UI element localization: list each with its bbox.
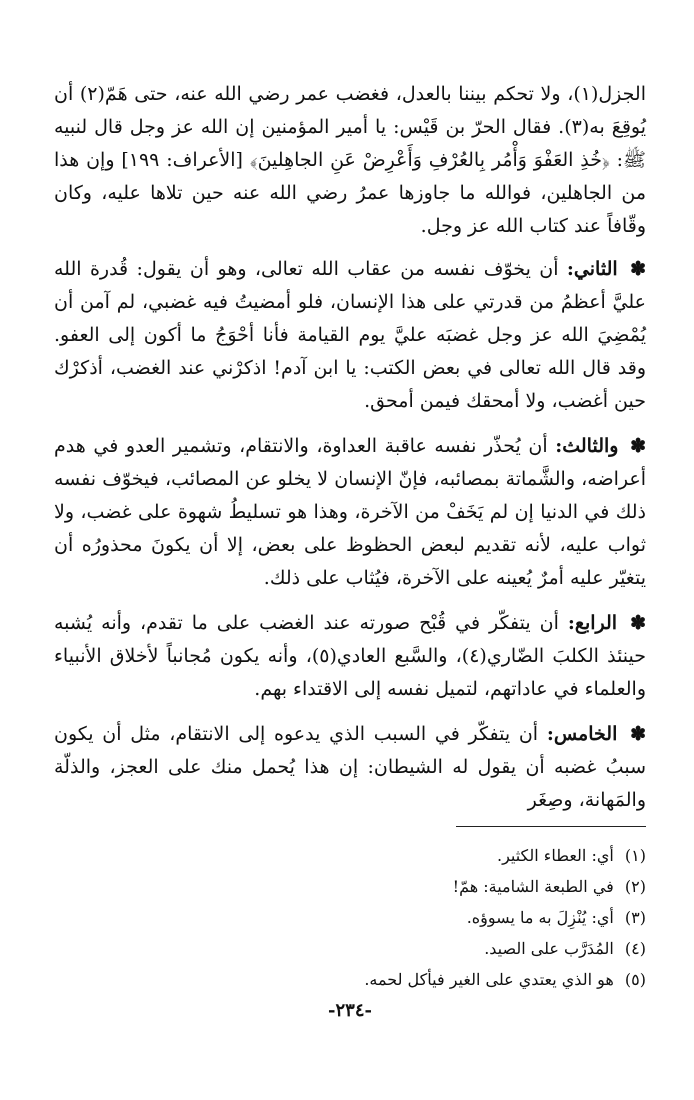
star-icon: ✽ (630, 612, 646, 634)
footnote-4-number: (٤) (624, 939, 646, 958)
footnote-1 (54, 840, 646, 871)
footnote-5-number: (٥) (624, 970, 646, 989)
footnote-3-number: (٣) (624, 908, 646, 927)
paragraph-3 (54, 430, 646, 595)
paragraph-5 (54, 718, 646, 817)
paragraph-4-lead: الرابع: (567, 612, 618, 634)
paragraph-4 (54, 607, 646, 706)
footnote-3 (54, 902, 646, 933)
paragraph-1 (54, 78, 646, 243)
paragraph-5-text: أن يتفكّر في السبب الذي يدعوه إلى الانتقام، مثل أن يكون سببُ غضبه أن يقول له الشيطان: إن هذا يُحمل منك على العجز، والذلّة والمَهانة، وصِغَر (54, 723, 646, 811)
paragraph-2 (54, 253, 646, 418)
footnotes (54, 840, 646, 995)
book-page (54, 78, 646, 1078)
paragraph-2-text: أن يخوّف نفسه من عقاب الله تعالى، وهو أن يقول: قُدرة الله عليَّ أعظمُ من قدرتي على هذا الإنسان، فلو أمضيتُ فيه غضبي، لم آمن أن يُمْضِيَ الله عز وجل غضبَه عليَّ يوم القيامة فأنا أحْوَجُ ما أكون إلى العفو. وقد قال الله تعالى في بعض الكتب: يا ابن آدم! اذكرْني عند الغضب، أذكرْك حين أغضب، ولا أمحقك فيمن أمحق. (54, 258, 646, 412)
star-icon: ✽ (630, 258, 646, 280)
star-icon: ✽ (630, 723, 647, 745)
paragraph-4-text: أن يتفكّر في قُبْح صورته عند الغضب على ما تقدم، وأنه يُشبه حينئذ الكلبَ الضّاري(٤)، والسَّبع العادي(٥)، وأنه يكون مُجانباً لأخلاق الأنبياء والعلماء في عاداتهم، لتميل نفسه إلى الاقتداء بهم. (54, 612, 647, 700)
star-icon: ✽ (630, 435, 646, 457)
footnote-1-text: أي: العطاء الكثير. (496, 846, 614, 865)
main-text (54, 78, 646, 817)
footnote-4 (54, 933, 646, 964)
page-number: -٢٣٤- (328, 1000, 372, 1021)
paragraph-1-text: الجزل(١)، ولا تحكم بيننا بالعدل، فغضب عمر رضي الله عنه، حتى هَمّ(٢) أن يُوقِعَ به(٣). فقال الحرّ بن قَيْس: يا أمير المؤمنين إن الله عز وجل قال لنبيه ﷺ: ﴿خُذِ العَفْوَ وَأْمُر بِالعُرْفِ وَأَعْرِضْ عَنِ الجاهِلينَ﴾ [الأعراف: ١٩٩] وإن هذا من الجاهلين، فوالله ما جاوزها عمرُ رضي الله عنه حين تلاها عليه، وكان وقّافاً عند كتاب الله عز وجل. (54, 83, 646, 237)
paragraph-2-lead: الثاني: (566, 258, 618, 280)
footnote-2-number: (٢) (624, 877, 646, 896)
footnote-divider (456, 826, 646, 827)
footnote-1-number: (١) (624, 846, 646, 865)
paragraph-5-lead: الخامس: (546, 723, 618, 745)
footnote-5 (54, 964, 646, 995)
footnote-2-text: في الطبعة الشامية: همّ! (452, 877, 614, 896)
footnote-5-text: هو الذي يعتدي على الغير فيأكل لحمه. (364, 970, 614, 989)
footnote-3-text: أي: يُنْزِلَ به ما يسوؤه. (466, 908, 614, 927)
paragraph-3-text: أن يُحذّر نفسه عاقبة العداوة، والانتقام، وتشمير العدو في هدم أعراضه، والشَّماتة بمصائبه، فإنّ الإنسان لا يخلو عن المصائب، فيخوّف نفسه ذلك في الدنيا إن لم يَخَفْ من الآخرة، وهذا هو تسليطُ شهوة على غضب، ولا ثواب عليه، لأنه تقديم لبعض الحظوظ على بعض، إلا أن يكونَ محذورُه أن يتغيّر عليه أمرٌ يُعينه على الآخرة، فيُثاب على ذلك. (54, 435, 647, 589)
footnote-2 (54, 871, 646, 902)
paragraph-3-lead: والثالث: (555, 435, 619, 457)
footnote-4-text: المُدَرَّب على الصيد. (484, 939, 614, 958)
